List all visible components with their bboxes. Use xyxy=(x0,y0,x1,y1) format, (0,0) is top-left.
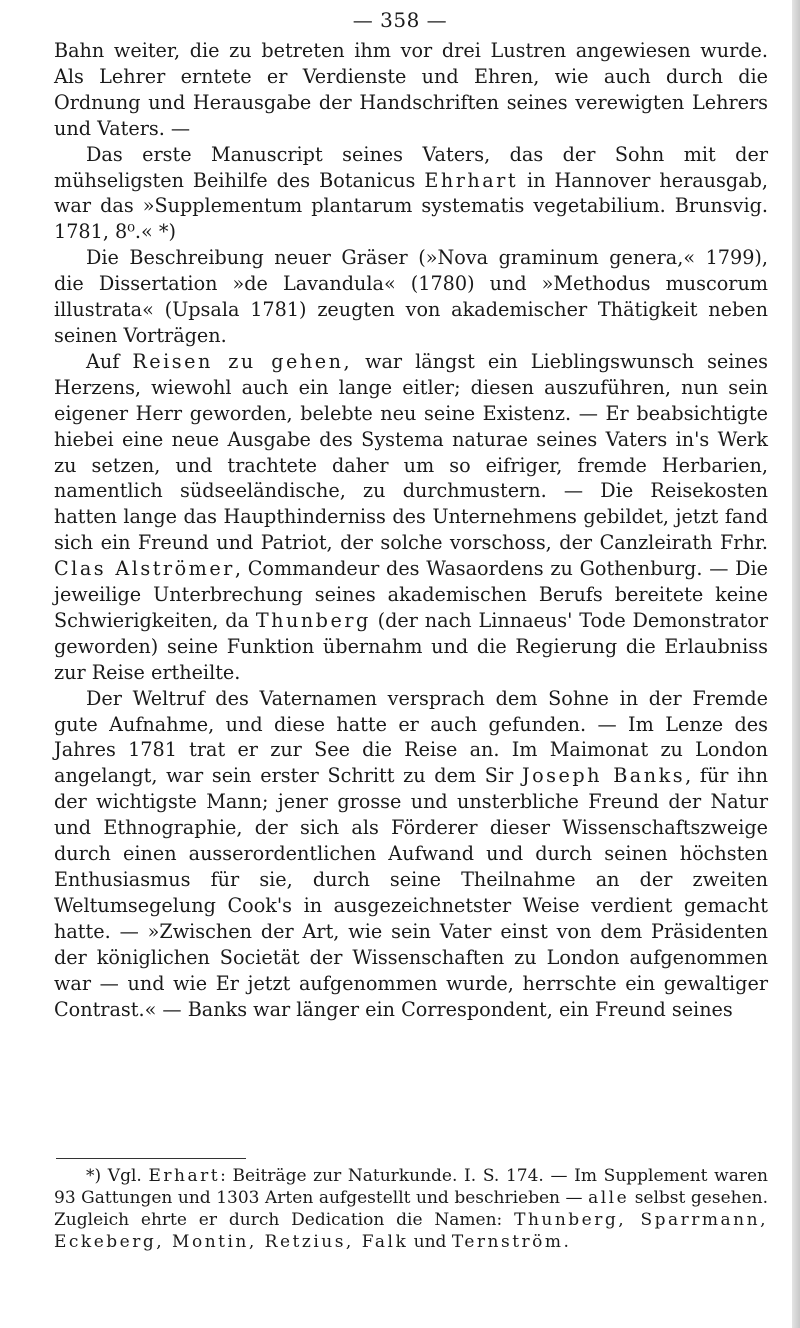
body-text xyxy=(54,38,768,1022)
paragraph-2 xyxy=(54,142,768,246)
paragraph-5 xyxy=(54,686,768,1023)
spaced-names: Thunberg, Sparrmann, Eckeberg, Montin, Retzius, Falk xyxy=(54,1210,768,1252)
footnote-divider xyxy=(56,1158,246,1159)
spaced-name: Joseph Banks xyxy=(521,764,686,788)
spaced-heading: Reisen zu gehen, xyxy=(132,349,353,373)
spaced-word: alle xyxy=(588,1188,630,1208)
text-run: Die Beschreibung neuer Gräser (»Nova graminum genera,« 1799), die Dissertation »de Lavandula« (1780) und »Methodus muscorum illustrata« (Upsala 1781) zeugten von akademischer Thätigkeit neben seinen Vorträgen. xyxy=(54,246,768,347)
text-run: : Beiträge zur Naturkunde. I. S. 174. — Im Supplement waren 93 Gattungen und 1303 Arten aufgestellt und beschrieben — xyxy=(54,1166,768,1208)
footnote xyxy=(54,1165,768,1253)
text-run: selbst gesehen. Zugleich ehrte er durch Dedication die Namen: xyxy=(54,1188,768,1230)
page-edge-shadow xyxy=(792,0,800,1328)
spaced-name: Clas Alströmer xyxy=(54,557,235,581)
footnote-paragraph xyxy=(54,1165,768,1253)
text-run: , Commandeur des Wasaordens zu Gothenburg. — Die jeweilige Unterbrechung seines akademischen Berufs bereitete keine Schwierigkeiten, da xyxy=(54,557,769,632)
text-run: . xyxy=(563,1232,569,1252)
spaced-name: Ternström xyxy=(451,1232,564,1252)
text-run: Bahn weiter, die zu betreten ihm vor drei Lustren angewiesen wurde. Als Lehrer erntete er Verdienste und Ehren, wie auch durch die Ordnung und Herausgabe der Handschriften seines verewigten Lehrers und Vaters. — xyxy=(54,39,768,140)
paragraph-3 xyxy=(54,245,768,349)
text-run: Das erste Manuscript seines Vaters, das der Sohn mit der mühseligsten Beihilfe des Botanicus xyxy=(54,142,768,192)
text-run: und xyxy=(408,1232,452,1252)
page-number: — 358 — xyxy=(352,8,448,32)
paragraph-1 xyxy=(54,38,768,142)
spaced-name: Erhart xyxy=(148,1166,221,1186)
spaced-name: Ehrhart xyxy=(424,168,519,192)
text-run: Der Weltruf des Vaternamen versprach dem Sohne in der Fremde gute Aufnahme, und diese hatte er auch gefunden. — Im Lenze des Jahres 1781 trat er zur See die Reise an. Im Maimonat zu London angelangt, war sein erster Schritt zu dem Sir xyxy=(54,686,768,788)
text-run: war längst ein Lieblingswunsch seines Herzens, wiewohl auch ein lange eitler; diesen auszuführen, nun sein eigener Herr geworden, belebte neu seine Existenz. — Er beabsichtigte hiebei eine neue Ausgabe des Systema naturae seines Vaters in's Werk zu setzen, und trachtete daher um so eifriger, fremde Herbarien, namentlich südseeländische, zu durchmustern. — Die Reisekosten hatten lange das Haupthinderniss des Unternehmens gebildet, jetzt fand sich ein Freund und Patriot, der solche vorschoss, der Canzleirath Frhr. xyxy=(54,349,768,555)
paragraph-4 xyxy=(54,349,768,686)
text-run: *) Vgl. xyxy=(86,1166,149,1186)
text-run: (der nach Linnaeus' Tode Demonstrator geworden) seine Funktion übernahm und die Regierung die Erlaubniss zur Reise ertheilte. xyxy=(54,608,768,684)
text-run: Auf xyxy=(86,349,133,373)
text-run: , für ihn der wichtigste Mann; jener grosse und unsterbliche Freund der Natur und Ethnographie, der sich als Förderer dieser Wissenschaftszweige durch einen ausserordentlichen Aufwand und durch seinen höchsten Enthusiasmus für sie, durch seine Theilnahme an der zweiten Weltumsegelung Cook's in ausgezeichnetster Weise verdient gemacht hatte. — »Zwischen der Art, wie sein Vater einst von dem Präsidenten der königlichen Societät der Wissenschaften zu London aufgenommen war — und wie Er jetzt aufgenommen wurde, herrschte ein gewaltiger Contrast.« — Banks war länger ein Correspondent, ein Freund seines xyxy=(54,764,769,1021)
spaced-name: Thunberg xyxy=(255,608,371,632)
text-run: in Hannover herausgab, war das »Supplementum plantarum systematis vegetabilium. Brunsvig. 1781, 8⁰.« *) xyxy=(54,168,768,244)
